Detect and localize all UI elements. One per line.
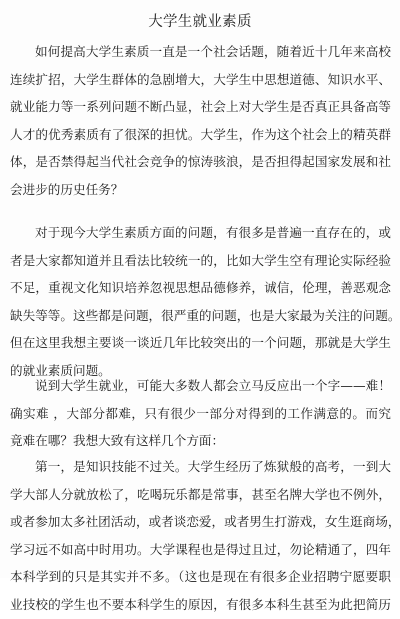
- text-line: 体，是否禁得起当代社会竞争的惊涛骇浪，是否担得起国家发展和社: [10, 154, 391, 170]
- paragraph-1: [10, 38, 391, 204]
- paragraph-3: [10, 372, 391, 455]
- text-line: 就业能力等一系列问题不断凸显，社会上对大学生是否真正具备高等: [10, 99, 391, 115]
- text-line: 对于现今大学生素质方面的问题，有很多是普遍一直存在的，或: [35, 225, 391, 240]
- text-line: 竟难在哪？我想大致有这样几个方面：: [10, 433, 225, 449]
- text-line: 的就业素质问题。: [10, 362, 111, 378]
- text-line: 缺失等等。这些都是问题，很严重的问题，也是大家最为关注的问题。: [10, 307, 400, 323]
- text-line: 学大部人分就放松了，吃喝玩乐都是常事，甚至名牌大学也不例外，: [10, 486, 391, 502]
- text-line: 学习远不如高中时用功。大学课程也是得过且过，勿论精通了，四年: [10, 541, 391, 557]
- text-line: 本科学到的只是其实并不多。（这也是现在有很多企业招聘宁愿要职: [10, 569, 391, 585]
- text-line: 第一，是知识技能不过关。大学生经历了炼狱般的高考，一到大: [35, 459, 391, 474]
- text-line: 说到大学生就业，可能大多数人都会立马反应出一个字——难！: [35, 378, 391, 393]
- text-line: 或者参加太多社团活动，或者谈恋爱，或者男生打游戏，女生逛商场，: [10, 514, 400, 530]
- paragraph-2: [10, 219, 400, 385]
- document-title: 大学生就业素质: [148, 14, 252, 30]
- text-line: 业技校的学生也不要本科学生的原因，有很多本科生甚至为此把简历: [10, 596, 391, 612]
- text-line: 不足，重视文化知识培养忽视思想品德修养，诚信，伦理，善恶观念: [10, 280, 391, 296]
- text-line: 确实难 ，大部分都难，只有很少一部分对得到的工作满意的。而究: [10, 405, 391, 421]
- text-line: 人才的优秀素质有了很深的担忧。大学生，作为这个社会上的精英群: [10, 126, 391, 142]
- text-line: 如何提高大学生素质一直是一个社会话题，随着近十几年来高校: [35, 44, 391, 59]
- text-line: 但在这里我想主要谈一谈近几年比较突出的一个问题，那就是大学生: [10, 335, 391, 351]
- text-line: 者是大家都知道并且看法比较统一的，比如大学生空有理论实际经验: [10, 252, 391, 268]
- text-line: 会进步的历史任务？: [10, 181, 124, 197]
- paragraph-4: [10, 453, 400, 619]
- text-line: 连续扩招，大学生群体的急剧增大，大学生中思想道德、知识水平、: [10, 71, 391, 87]
